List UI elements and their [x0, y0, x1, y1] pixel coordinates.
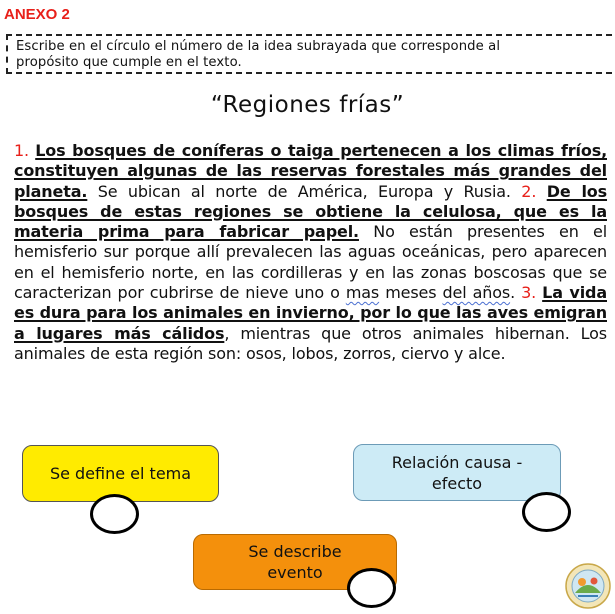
text-segment-2c: . — [510, 283, 522, 303]
instruction-line-2: propósito que cumple en el texto. — [16, 55, 242, 70]
box-cause-effect-label-2: efecto — [431, 473, 483, 493]
text-segment-1: Se ubican al norte de América, Europa y Rusia. — [87, 181, 522, 201]
answer-circle-cause-effect[interactable] — [522, 492, 571, 532]
underlined-idea-3: La vida es dura para los animales en invierno, por lo que las aves emigran a lugares más cálidos — [14, 283, 607, 343]
idea-number-2: 2. — [521, 181, 537, 201]
decorative-emblem-icon — [565, 563, 611, 609]
box-define-theme — [22, 445, 219, 502]
box-cause-effect-label-1: Relación causa - — [391, 452, 523, 472]
annex-label: ANEXO 2 — [4, 6, 70, 23]
reading-text — [14, 141, 607, 364]
underlined-idea-1: Los bosques de coníferas o taiga pertenecen a los climas fríos, constituyen algunas de las reservas forestales más grandes del planeta. — [14, 141, 607, 201]
box-cause-effect — [353, 444, 561, 501]
instruction-line-1: Escribe en el círculo el número de la idea subrayada que corresponde al — [16, 39, 501, 54]
answer-circle-event[interactable] — [347, 568, 396, 608]
underlined-idea-2: De los bosques de estas regiones se obtiene la celulosa, que es la materia prima para fabricar papel. — [14, 181, 608, 242]
answer-circle-theme[interactable] — [90, 494, 139, 534]
idea-number-1: 1. — [14, 141, 29, 160]
box-describe-event-label-1: Se describe — [248, 542, 342, 561]
idea-number-3: 3. — [521, 283, 537, 303]
instruction-box — [6, 34, 612, 74]
spellcheck-word-2: del años — [442, 283, 511, 303]
box-describe-event-label-2: evento — [267, 563, 323, 582]
text-segment-2a: No están presentes en el hemisferio sur porque allí prevalecen las aguas oceánicas, pero aparecen en el hemisferio norte, en las cordilleras y en las zonas boscosas que se caracterizan por cubrirse de nieve uno o — [14, 222, 607, 303]
text-segment-3: , mientras que otros animales hibernan. Los animales de esta región son: osos, lobos, zorros, ciervo y alce. — [14, 323, 607, 363]
spellcheck-word-1: mas — [345, 283, 380, 303]
text-segment-2b: meses — [379, 283, 443, 303]
box-define-theme-label: Se define el tema — [49, 464, 192, 483]
text-title: “Regiones frías” — [210, 92, 405, 118]
